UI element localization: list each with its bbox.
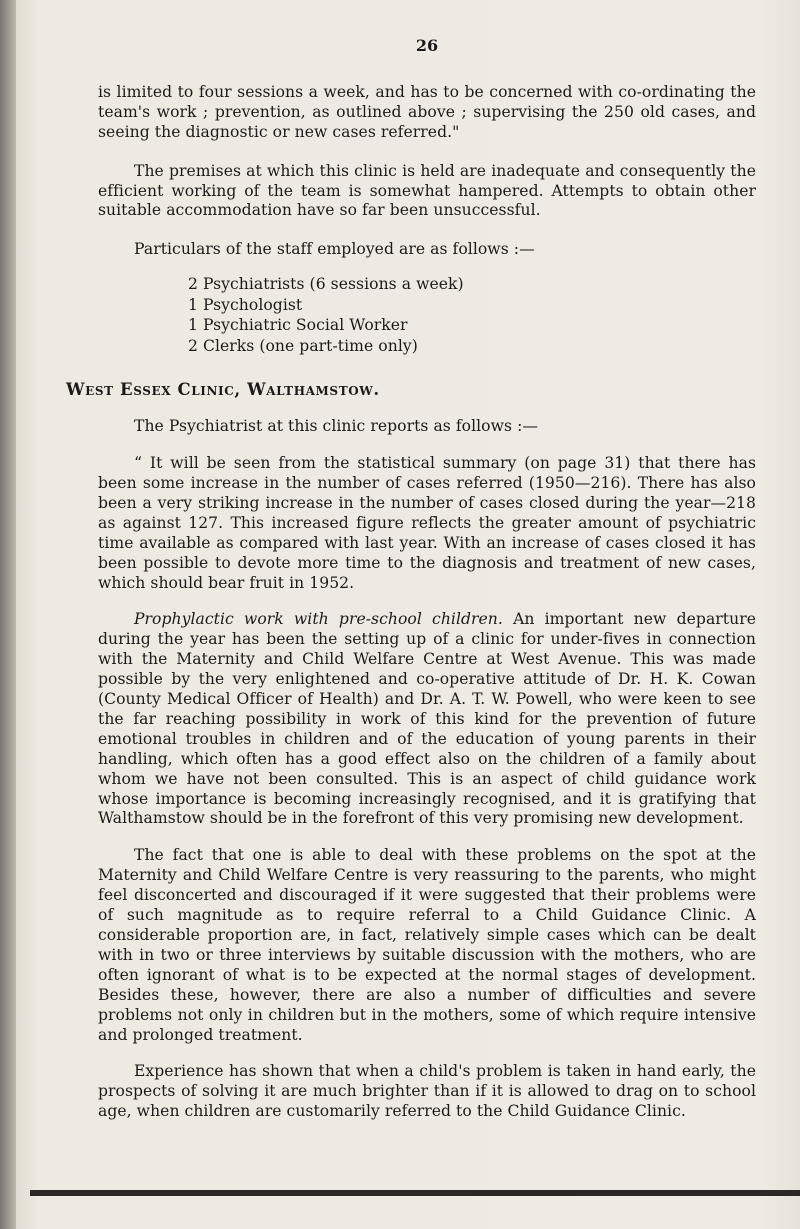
report-intro: The Psychiatrist at this clinic reports as follows :—: [134, 417, 539, 436]
report-paragraph-experience: Experience has shown that when a child's problem is taken in hand early, the prospects of solving it are much brighter than if it is allowed to drag on to school age, when children are customarily referred to the Child Guidance Clinic.: [98, 1062, 756, 1121]
paragraph-continuation: is limited to four sessions a week, and has to be concerned with co-ordinating the team's work ; prevention, as outlined above ; supervising the 250 old cases, and seeing the diagnostic or new cases referred.": [98, 82, 756, 141]
paragraph-premises: The premises at which this clinic is held are inadequate and consequently the efficient working of the team is somewhat hampered. Attempts to obtain other suitable accommodation have so far been unsuccessful.: [98, 161, 756, 220]
section-heading: West Essex Clinic, Walthamstow.: [66, 380, 380, 400]
paragraph-staff-intro: Particulars of the staff employed are as follows :—: [134, 240, 535, 259]
staff-item: 1 Psychiatric Social Worker: [188, 316, 408, 335]
staff-list: [188, 274, 756, 356]
staff-item: 2 Clerks (one part-time only): [188, 336, 418, 355]
report-paragraph-maternity: The fact that one is able to deal with these problems on the spot at the Maternity and Child Welfare Centre is very reassuring to the parents, who might feel disconcerted and discouraged if it were suggested that their problems were of such magnitude as to require referral to a Child Guidance Clinic. A considerable proportion are, in fact, relatively simple cases which can be dealt with in two or three interviews by suitable discussion with the mothers, who are often ignorant of what is to be expected at the normal stages of development. Besides these, however, there are also a number of difficulties and severe problems not only in children but in the mothers, some of which require intensive and prolonged treatment.: [98, 846, 756, 1044]
report-paragraph-statistics: “ It will be seen from the statistical summary (on page 31) that there has been some increase in the number of cases referred (1950—216). There has also been a very striking increase in the number of cases closed during the year—218 as against 127. This increased figure reflects the greater amount of psychiatric time available as compared with last year. With an increase of cases closed it has been possible to devote more time to the diagnosis and treatment of new cases, which should bear fruit in 1952.: [98, 454, 756, 592]
page-bottom-edge: [30, 1190, 800, 1196]
page-number: 26: [415, 36, 439, 55]
page-content: [66, 36, 756, 1122]
staff-item: 2 Psychiatrists (6 sessions a week): [188, 275, 464, 294]
report-paragraph-prophylactic: [98, 610, 756, 829]
staff-item: 1 Psychologist: [188, 295, 303, 314]
prophylactic-body: An important new departure during the year has been the setting up of a clinic for under-fives in connection with the Maternity and Child Welfare Centre at West Avenue. This was made possible by the very enlightened and co-operative attitude of Dr. H. K. Cowan (County Medical Officer of Health) and Dr. A. T. W. Powell, who were keen to see the far reaching possibility in work of this kind for the prevention of future emotional troubles in children and of the education of young parents in their handling, which often has a good effect also on the children of a family about whom we have not been consulted. This is an aspect of child guidance work whose importance is becoming increasingly recognised, and it is gratifying that Walthamstow should be in the forefront of this very promising new development.: [98, 610, 756, 828]
prophylactic-subheading: Prophylactic work with pre-school children.: [134, 610, 503, 629]
book-spine-shadow: [0, 0, 16, 1229]
